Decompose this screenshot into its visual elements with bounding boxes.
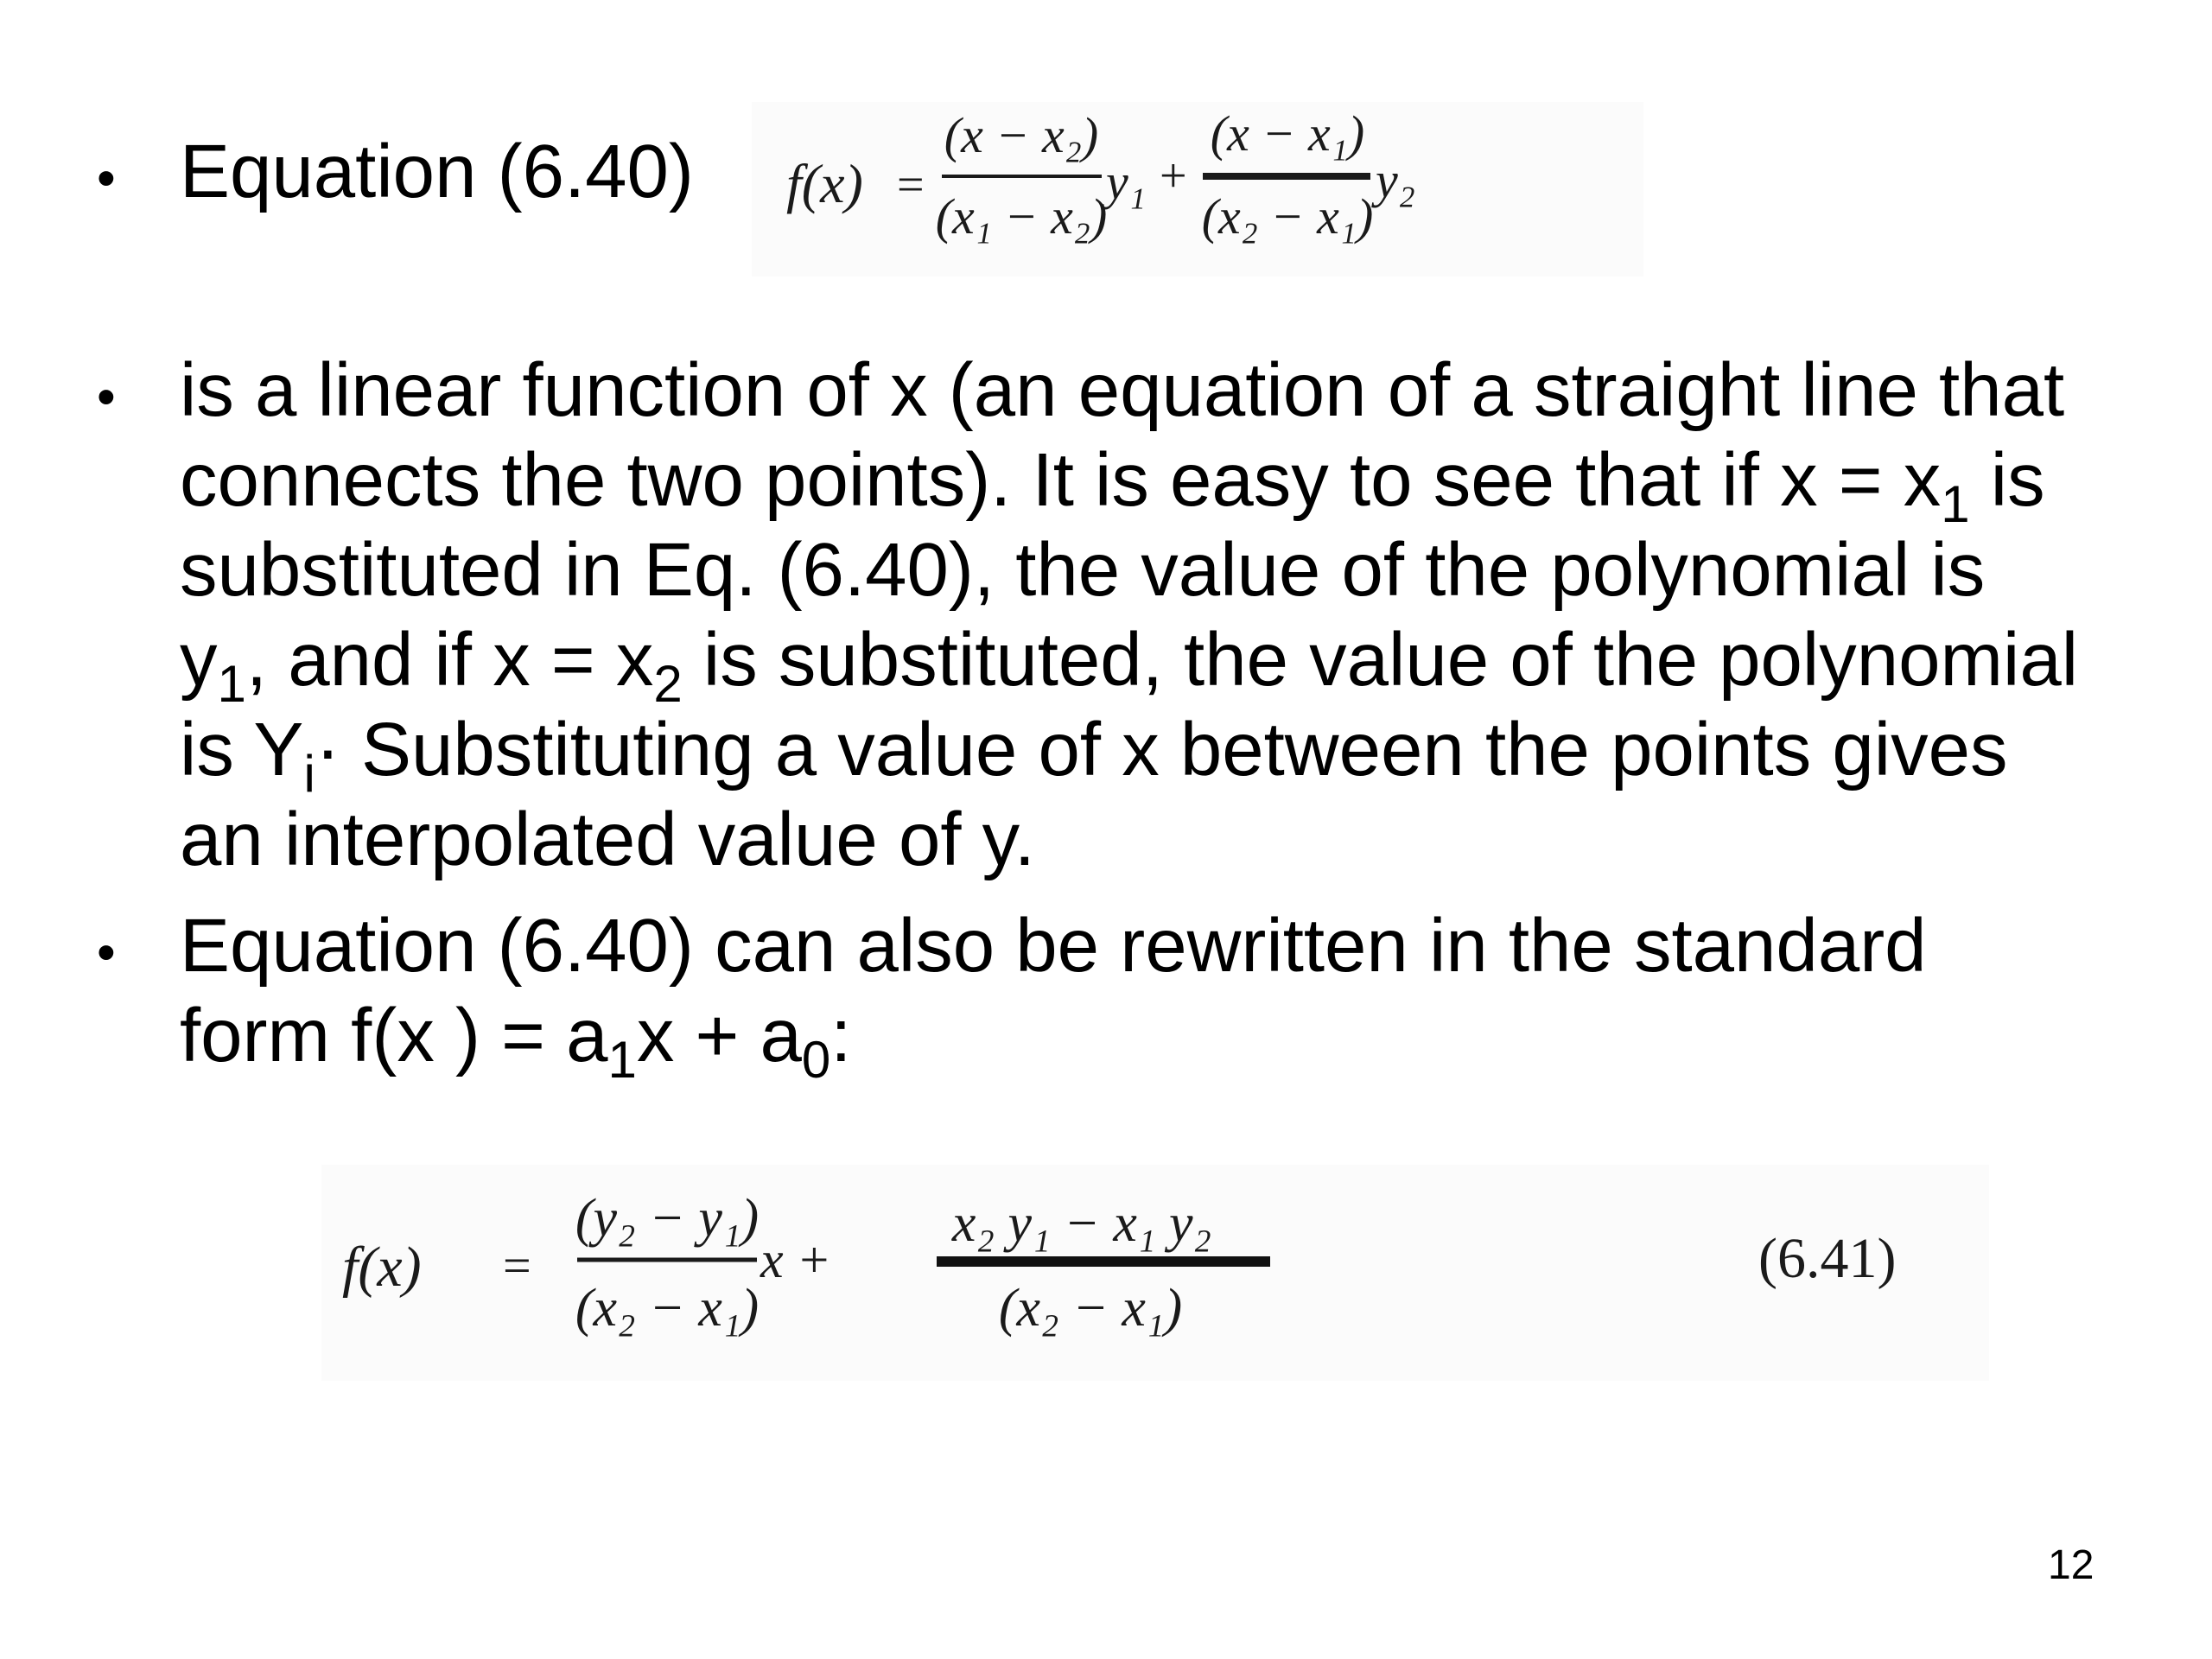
equation-6-41 [321,1165,1989,1381]
bullet3-line2-text-a: form f(x ) = a [180,994,608,1077]
bullet3-line2 [180,994,852,1090]
bullet2-line6: an interpolated value of y. [180,798,1035,881]
eq641-x-plus: x + [760,1231,832,1288]
eq640-term2-multiplier: y₂ [1376,152,1415,208]
bullet2-line2-text-a: connects the two points). It is easy to see that if x = x [180,438,1942,522]
eq641-frac2-denominator: (x₂ − x₁) [998,1279,1183,1338]
eq640-term1-multiplier: y₁ [1106,154,1146,210]
subscript: i [303,745,315,804]
bullet2-line5-text-b: · Substituting a value of x between the points gives [315,708,2008,791]
bullet2-line4-text-a: y [180,618,218,702]
bullet-marker: • [97,923,116,982]
eq641-frac1-numerator: (y₂ − y₁) [575,1189,760,1248]
bullet2-line5-text-a: is Y [180,708,304,791]
bullet2-line5 [180,708,2008,804]
bullet2-line3: substituted in Eq. (6.40), the value of the polynomial is [180,528,1986,612]
bullet2-line4-text-b: , and if x = x [245,618,654,702]
subscript: 2 [653,655,683,714]
eq641-equals: = [503,1237,531,1294]
bullet3-line1: Equation (6.40) can also be rewritten in the standard [180,904,1927,988]
bullet2-line2 [180,438,2045,534]
subscript: 1 [217,655,246,714]
bullet3-line2-text-c: : [830,994,852,1077]
eq640-lhs: f(x) [786,153,863,214]
bullet2-line4 [180,618,2079,714]
bullet3-line2-text-b: x + a [636,994,802,1077]
equation-6-40 [752,102,1643,276]
subscript: 0 [801,1031,831,1090]
eq640-term2-numerator: (x − x₁) [1210,105,1365,162]
bullet-marker: • [97,149,116,208]
eq640-term1-numerator: (x − x₂) [944,107,1099,163]
bullet2-line2-text-b: is [1969,438,2045,522]
eq641-number: (6.41) [1758,1227,1897,1290]
bullet-marker: • [97,367,116,427]
page-number: 12 [2048,1542,2094,1588]
subscript: 1 [1941,475,1970,534]
eq641-frac1-denominator: (x₂ − x₁) [575,1279,760,1338]
eq640-term2-denominator: (x₂ − x₁) [1201,188,1374,245]
bullet2-line1: is a linear function of x (an equation of a straight line that [180,348,2065,432]
bullet2-line4-text-c: is substituted, the value of the polynomial [682,618,2079,702]
eq640-term1-denominator: (x₁ − x₂) [935,188,1108,245]
eq640-equals: = [897,158,925,212]
eq640-plus: + [1160,149,1187,203]
bullet1-text: Equation (6.40) [180,130,694,213]
eq641-frac2-numerator: x₂ y₁ − x₁ y₂ [951,1194,1212,1253]
eq641-lhs: f(x) [342,1236,422,1299]
subscript: 1 [607,1031,637,1090]
